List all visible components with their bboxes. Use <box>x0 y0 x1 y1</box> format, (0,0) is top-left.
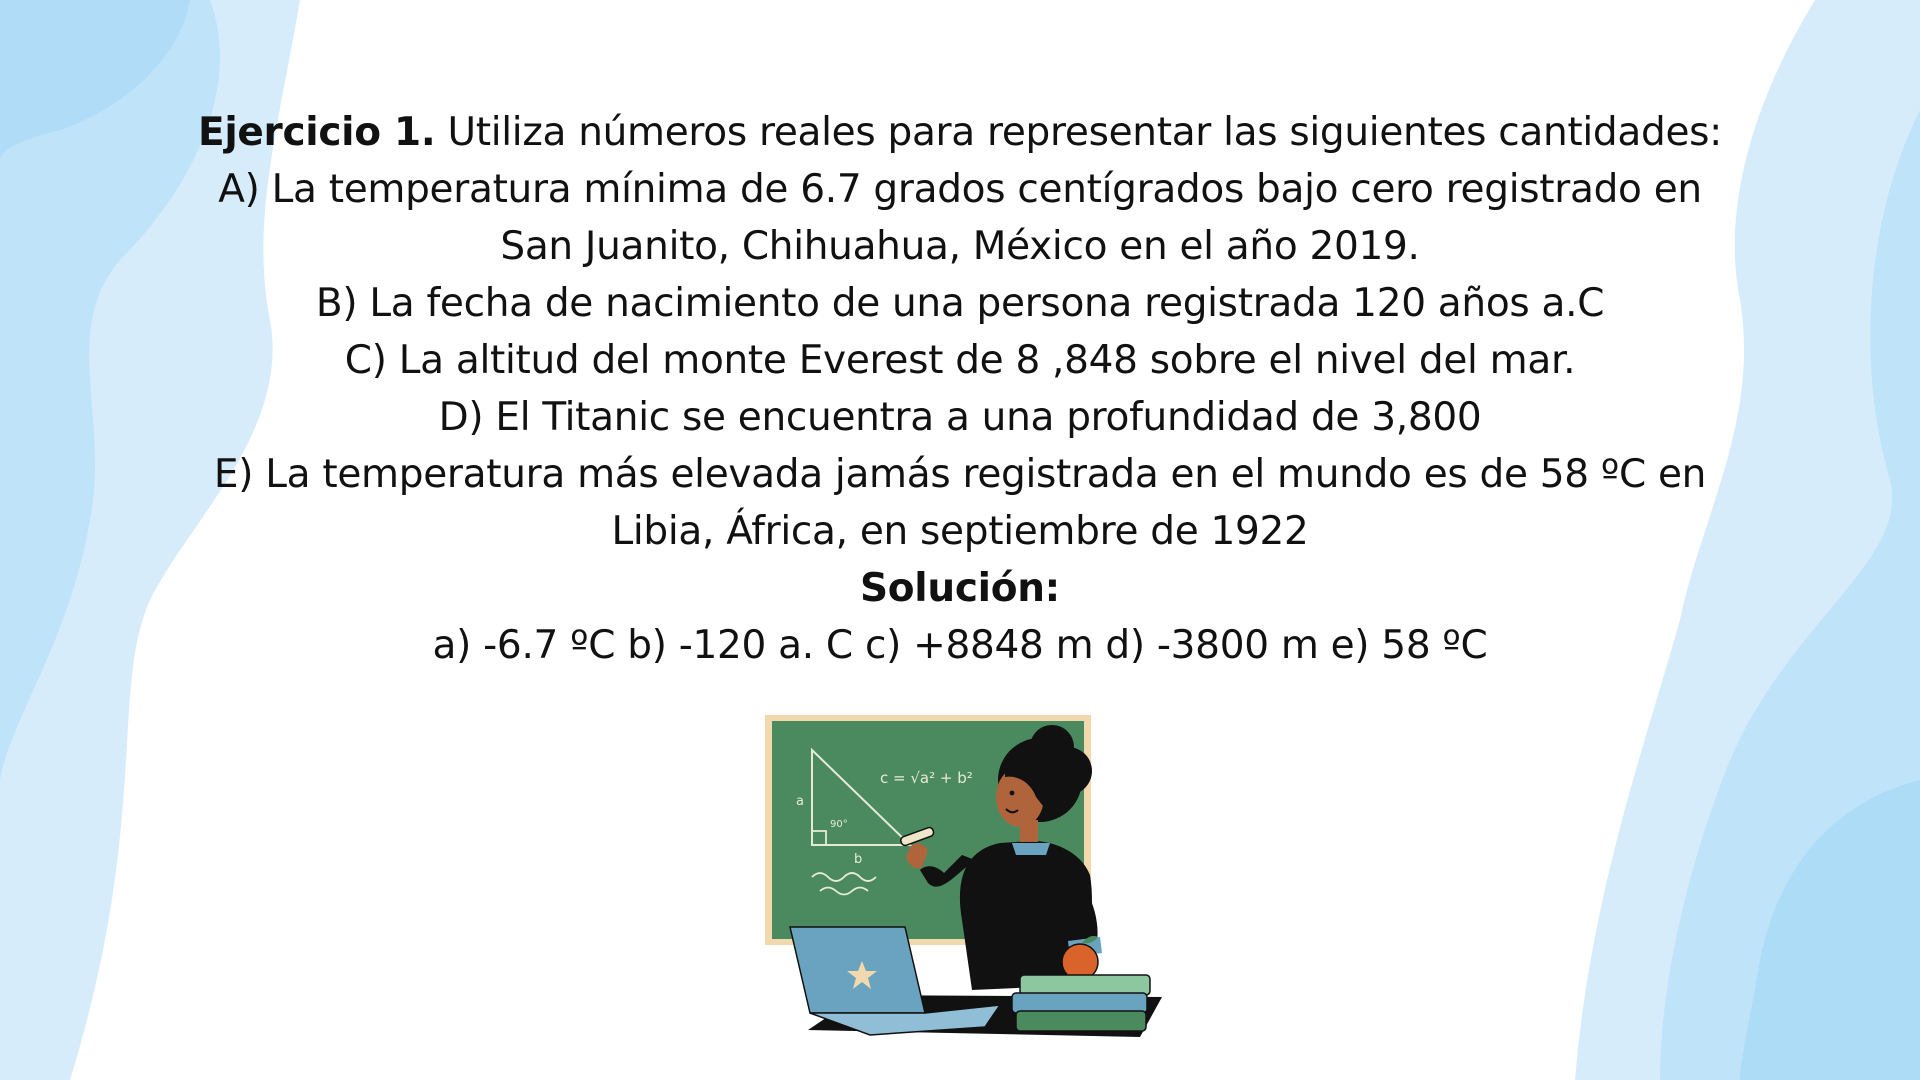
teacher-eye <box>1010 791 1015 796</box>
book-stack <box>1016 1011 1146 1031</box>
solution-label: Solución: <box>860 566 1060 611</box>
item-line: A) La temperatura mínima de 6.7 grados centígrados bajo cero registrado en <box>218 167 1702 212</box>
book-stack <box>1012 993 1147 1013</box>
laptop-icon <box>790 927 925 1013</box>
exercise-intro: Utiliza números reales para representar las siguientes cantidades: <box>447 110 1722 155</box>
item-line: Libia, África, en septiembre de 1922 <box>611 509 1309 554</box>
item-line: San Juanito, Chihuahua, México en el año 2019. <box>500 224 1420 269</box>
item-line: D) El Titanic se encuentra a una profundidad de 3,800 <box>438 395 1482 440</box>
teacher-collar <box>1012 843 1050 855</box>
side-b-label: b <box>854 852 863 867</box>
angle-label: 90° <box>830 819 848 830</box>
exercise-text <box>150 104 1770 674</box>
item-line: B) La fecha de nacimiento de una persona registrada 120 años a.C <box>315 281 1605 326</box>
item-line: C) La altitud del monte Everest de 8 ,848 sobre el nivel del mar. <box>344 338 1576 383</box>
teacher-neck <box>1020 820 1038 842</box>
teacher-at-chalkboard-icon <box>750 705 1170 1060</box>
book-stack <box>1020 975 1150 995</box>
item-line: E) La temperatura más elevada jamás registrada en el mundo es de 58 ºC en <box>213 452 1707 497</box>
side-a-label: a <box>796 794 804 809</box>
solution-answers: a) -6.7 ºC b) -120 a. C c) +8848 m d) -3800 m e) 58 ºC <box>432 623 1488 668</box>
formula-label: c = √a² + b² <box>880 769 973 787</box>
teacher-hair <box>1030 725 1074 769</box>
exercise-heading <box>150 104 1770 161</box>
exercise-title: Ejercicio 1. <box>197 110 436 155</box>
